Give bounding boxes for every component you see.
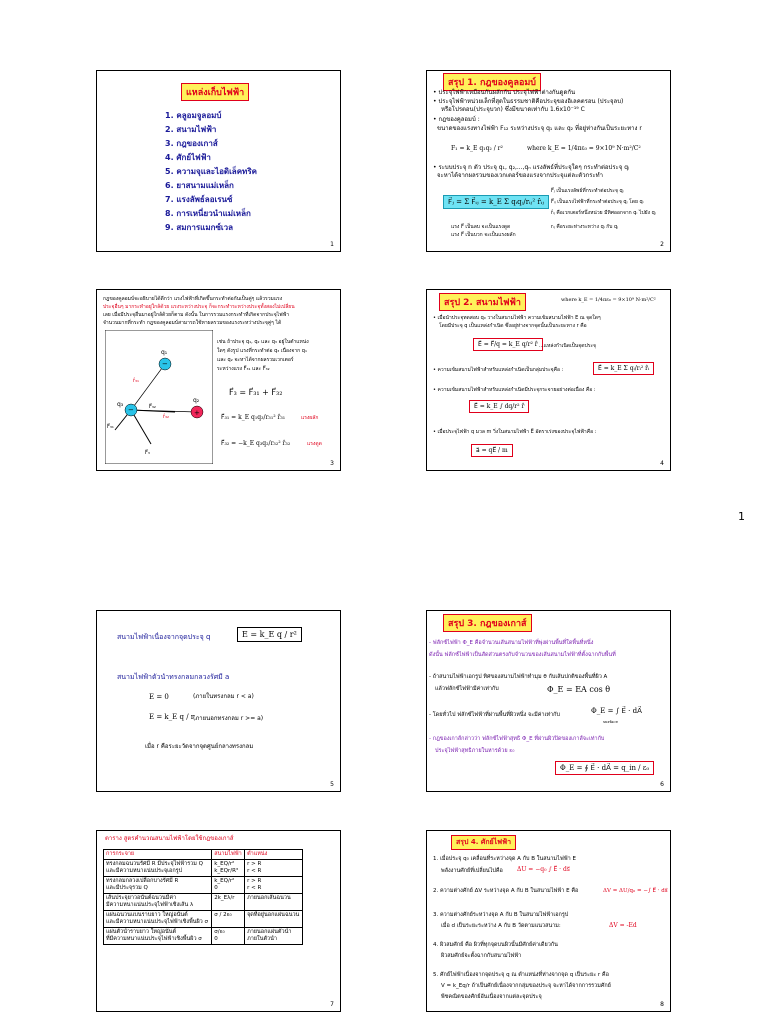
item: 4. ผิวสมศักย์ คือ ผิวที่ทุกจุดบนผิวนั้นมีศักย์ค่าเดียวกัน: [433, 942, 558, 948]
label-q2: q₂: [193, 397, 200, 404]
equation-box: E = k_E q / r²: [237, 627, 302, 642]
cell-line: แผ่นฉนวนแบนราบยาว ใหญ่อนันต์: [106, 912, 188, 918]
description: ใดๆ ดังรูป แรงที่กระทำต่อ q₃ เนื่องจาก q₁: [217, 348, 307, 354]
equation-box: E⃗ = F⃗/q = k_E q/r² r̂: [473, 338, 543, 351]
toc-item: 7. แรงลัพธ์ลอเรนซ์: [165, 195, 233, 204]
heading-line: สนามไฟฟ้าเนื่องจากจุดประจุ q: [117, 633, 211, 641]
table-cell: [212, 877, 245, 894]
slide-number: 7: [330, 1001, 334, 1008]
svg-text:+: +: [194, 409, 200, 417]
slide-number: 3: [330, 460, 334, 467]
table-row: [104, 928, 303, 945]
slide-number: 8: [660, 1001, 664, 1008]
label-r31: r̂₃₁: [133, 378, 140, 384]
bullet: • เมื่อนำประจุทดสอบ q₀ วางในสนามไฟฟ้า ความเข้มสนามไฟฟ้า E ณ จุดใดๆ: [433, 315, 601, 321]
item: 5. ศักย์ไฟฟ้าเนื่องจากจุดประจุ q ณ ตำแหน่งที่ห่างจากจุด q เป็นระยะ r คือ: [433, 972, 609, 978]
slide-6-title: สรุป 3. กฎของเกาส์: [443, 614, 532, 632]
table-cell: [245, 860, 303, 877]
bullet: - กฎของเกาส์กล่าวว่า ฟลักซ์ไฟฟ้าสุทธิ Φ_E ที่ผ่านผิวปิดของเกาส์จะเท่ากับ: [429, 736, 605, 742]
bullet: • ประจุไฟฟ้าเหมือนกันผลักกัน ประจุไฟฟ้าต่างกันดูดกัน: [433, 89, 576, 96]
item-cont: พีชคณิตของศักย์อันเนื่องจากแต่ละจุดประจุ: [441, 994, 542, 1000]
slide-3-superposition: [96, 289, 341, 471]
equation: ΔV = -Ed: [609, 922, 637, 929]
equation: where k_E = 1/4πε₀ = 9×10⁹ N·m²/C²: [527, 145, 641, 152]
equation: E = k_E q / r: [149, 713, 195, 721]
table-title: ตาราง สูตรคำนวณสนามไฟฟ้าโดยใช้กฎของเกาส์: [105, 835, 234, 842]
description: และ q₂ จะหาได้จากผลรวมเวกเตอร์: [217, 357, 294, 363]
toc-list: [165, 109, 257, 235]
r31-line: [131, 364, 165, 410]
equation-box: E⃗ = k_E ∫ dq/r² r̂: [469, 400, 529, 413]
cell-line: 0: [214, 936, 218, 942]
label-r32: r̂₃₂: [163, 414, 170, 420]
equation-box: a⃗ = qE⃗ / m: [471, 444, 513, 457]
bullet: • ความเข้มสนามไฟฟ้าสำหรับแหล่งกำเนิดเป็นกลุ่มประจุคือ :: [433, 367, 564, 373]
equation: F⃗₃₂ = −k_E q₃q₂/r₃₂² r̂₃₂: [221, 440, 291, 447]
cell-line: ทรงกลมกลวงเปลือกบางรัศมี R: [106, 878, 179, 884]
cell-line: r > R: [247, 861, 262, 867]
charge-diagram: [105, 330, 213, 464]
toc-item: 1. คลูอมจูลอมบ์: [165, 111, 222, 120]
bullet-cont: หรือโปรตอน(ประจุบวก) ซึ่งมีขนาดเท่ากับ 1.6x10⁻¹⁹ C: [441, 106, 585, 113]
bullet: • ประจุไฟฟ้าหน่วยเล็กที่สุดในธรรมชาติคือประจุของอิเลคตรอน (ประจุลบ): [433, 98, 624, 105]
cell-line: ภายในตัวนำ: [247, 936, 277, 942]
cell-line: ภายนอกเส้นฉนวน: [247, 895, 291, 901]
footnote: เมื่อ r คือระยะวัดจากจุดศูนย์กลางทรงกลม: [145, 743, 254, 750]
equation-note: (ภายนอกทรงกลม r >= a): [193, 715, 264, 722]
bullet: • ระบบประจุ n ตัว ประจุ q₁, q₂,...,qₙ แรงลัพธ์ที่ประจุใดๆ กระทำต่อประจุ qⱼ: [433, 164, 630, 171]
cell-line: จุดที่อยู่นอกแผ่นฉนวน: [247, 912, 300, 918]
toc-item: 9. สมการแมกซ์เวล: [165, 223, 234, 232]
equation: F⃗₃₁ = k_E q₁q₃/r₃₁² r̂₃₁: [221, 414, 286, 421]
bullet-cont: ประจุไฟฟ้าสุทธิภายในหารด้วย ε₀: [435, 748, 515, 754]
table-header: ตำแหน่ง: [245, 850, 303, 860]
toc-item: 4. ศักย์ไฟฟ้า: [165, 153, 211, 162]
table-cell: [245, 911, 303, 928]
label-F32: F⃗₃₂: [149, 404, 156, 410]
toc-item: 8. การเหนี่ยวนำแม่เหล็ก: [165, 209, 251, 218]
slide-2-title: สรุป 1. กฎของคูลอมบ์: [443, 73, 541, 91]
paragraph-line: ประจุอื่นๆ มากระทำอยู่ใกล้ด้วย แรงระหว่างประจุ ก็จะกระทำระหว่างประจุทั้งสองไม่เปลี่ยน: [103, 304, 295, 310]
bullet-cont: ขนาดของแรงทางไฟฟ้า F₁₂ ระหว่างประจุ q₁ และ q₂ ที่อยู่ห่างกันเป็นระยะทาง r: [437, 125, 642, 132]
cell-line: σ/ε₀: [214, 929, 225, 935]
cell-line: k_EQr/R³: [214, 868, 239, 874]
cell-line: r < R: [247, 885, 262, 891]
cell-line: k_EQ/r²: [214, 861, 235, 867]
equation: Φ_E = EA cos θ: [547, 685, 611, 694]
legend: rᵢⱼ คือระยะห่างระหว่าง qᵢ กับ qⱼ: [551, 224, 619, 230]
equation-box: E⃗ = k_E Σ qᵢ/rᵢ² r̂ᵢ: [593, 362, 654, 375]
table-row: [104, 877, 303, 894]
equation-box: F⃗ⱼ = Σ F⃗ᵢⱼ = k_E Σ qᵢqⱼ/rᵢⱼ² r̂ᵢⱼ: [443, 195, 549, 209]
equation: ΔV = ΔU/q₀ = −∫ E⃗ · ds⃗: [603, 888, 668, 894]
toc-item: 6. ยาสนามแม่เหล็ก: [165, 181, 234, 190]
table-row: [104, 894, 303, 911]
equation-note: ...แหล่งกำเนิดเป็นจุดประจุ: [539, 343, 596, 349]
label-q3: q₃: [117, 401, 124, 408]
formula-table: [103, 849, 303, 945]
bullet-cont: แล้วฟลักซ์ไฟฟ้ามีค่าเท่ากับ: [435, 686, 499, 692]
label-F31: F⃗₃₁: [107, 424, 114, 430]
label-F3: F⃗₃: [145, 450, 150, 456]
item: 3. ความต่างศักย์ระหว่างจุด A กับ B ในสนามไฟฟ้าเอกรูป: [433, 912, 569, 918]
cell-line: r > R: [247, 878, 262, 884]
bullet: • ความเข้มสนามไฟฟ้าสำหรับแหล่งกำเนิดมีประจุกระจายอย่างต่อเนื่อง คือ :: [433, 387, 596, 393]
bullet: • กฎของคูลอมบ์ :: [433, 116, 480, 123]
cell-line: มีความหนาแน่นประจุไฟฟ้าเชิงเส้น λ: [106, 902, 194, 908]
bullet: - ฟลักซ์ไฟฟ้า Φ_E คือจำนวนเส้นสนามไฟฟ้าที่พุ่งผ่านพื้นที่ใดพื้นที่หนึ่ง: [429, 640, 594, 646]
bullet: - ถ้าสนามไฟฟ้าเอกรูป ทิศของสนามไฟฟ้าทำมุม θ กับเส้นปกติของพื้นที่ผิว A: [429, 674, 608, 680]
cell-line: ที่มีความหนาแน่นประจุไฟฟ้าเชิงพื้นผิว σ: [106, 936, 202, 942]
cell-line: และมีความหนาแน่นประจุไฟฟ้าเชิงพื้นผิว σ: [106, 919, 209, 925]
legend: F⃗ᵢⱼ เป็นแรงไฟฟ้าที่กระทำต่อประจุ qⱼ โดย qᵢ: [551, 199, 644, 205]
paragraph-line: จำนวนมากที่กระทำ กฎของคูลอมบ์สามารถใช้หาผลรวมของแรงระหว่างประจุคู่ๆ ได้: [103, 320, 282, 326]
cell-line: ภายนอกแผ่นตัวนำ: [247, 929, 292, 935]
equation-note: (ภายในทรงกลม r < a): [193, 693, 254, 700]
equation: E = 0: [149, 693, 169, 701]
force-tag: แรงดูด: [307, 441, 322, 447]
equation: F₁ = k_E q₁q₂ / r²: [451, 145, 503, 152]
force-tag: แรงผลัก: [301, 415, 319, 421]
constant: where k_E = 1/4πε₀ = 9×10⁹ N·m²/C²: [561, 297, 656, 303]
slide-4-electric-field: [426, 289, 671, 471]
slide-2-coulomb: [426, 70, 671, 252]
item-cont: V = k_Eq/r ถ้าเป็นศักย์เนื่องจากกลุ่มของประจุ จะหาได้จากการรวมศักย์: [441, 983, 611, 989]
cell-line: และมีประจุรวม Q: [106, 885, 148, 891]
paragraph-line: กฎของคูลอมบ์จะอธิบายได้ดีกว่า แรงไฟฟ้าที่เกิดขึ้นกระทำต่อกันเป็นคู่ๆ แล้วรวมแรง: [103, 296, 283, 302]
equation: ΔU = −q₀ ∫ E⃗ · ds⃗: [517, 866, 570, 873]
table-cell: [104, 911, 212, 928]
table-row: [104, 911, 303, 928]
legend: F⃗ⱼ เป็นแรงลัพธ์ที่กระทำต่อประจุ qⱼ: [551, 188, 624, 194]
label-q1: q₁: [161, 349, 168, 356]
cell-line: r < R: [247, 868, 262, 874]
toc-item: 5. ความจุและไอดิเล็คทริค: [165, 167, 257, 176]
cell-line: 2k_Eλ/r: [214, 895, 235, 901]
cell-line: และมีความหนาแน่นประจุเอกรูป: [106, 868, 183, 874]
slide-4-title: สรุป 2. สนามไฟฟ้า: [439, 293, 526, 311]
legend: r̂ᵢⱼ คือเวกเตอร์หนึ่งหน่วย มีทิศออกจาก qᵢ ไปยัง qⱼ: [551, 210, 656, 216]
table-header: การกระจาย: [104, 850, 212, 860]
note: แรง F⃗ เป็นลบ จะเป็นแรงดูด: [451, 224, 511, 230]
slide-1-toc: [96, 70, 341, 252]
description: เช่น ถ้าประจุ q₁, q₂ และ q₃ อยู่ในตำแหน่ง: [217, 339, 309, 345]
cell-line: เส้นประจุยาวอนันต์ฉนวนมีค่า: [106, 895, 177, 901]
cell-line: 0: [214, 885, 218, 891]
slide-number: 5: [330, 781, 334, 788]
bullet-cont: จะหาได้จากผลรวมของเวกเตอร์ของแรงจากประจุแต่ละตัวกระทำ: [437, 172, 603, 179]
slide-8-potential: [426, 830, 671, 1012]
toc-item: 3. กฎของเกาส์: [165, 139, 218, 148]
equation: F⃗₃ = F⃗₃₁ + F⃗₃₂: [229, 388, 283, 397]
table-cell: [245, 877, 303, 894]
svg-text:−: −: [128, 406, 134, 414]
table-cell: [104, 928, 212, 945]
slide-8-title: สรุป 4. ศักย์ไฟฟ้า: [451, 835, 516, 850]
table-cell: [104, 894, 212, 911]
slide-number: 4: [660, 460, 664, 467]
note: แรง F⃗ เป็นบวก จะเป็นแรงผลัก: [451, 232, 516, 238]
equation-box: Φ_E = ∮ E⃗ · dA⃗ = q_in / ε₀: [555, 761, 654, 775]
table-header-row: [104, 850, 303, 860]
slide-number: 2: [660, 241, 664, 248]
heading-line: สนามไฟฟ้าตัวนำทรงกลมกลวงรัศมี a: [117, 673, 230, 681]
paragraph-line: เลย เมื่อมีประจุอื่นมาอยู่ใกล้ด้วยก็ตาม ดังนั้น ในการรวมแรงกระทำที่เกิดจากประจุไฟฟ้า: [103, 312, 290, 318]
item-cont: พลังงานศักย์ที่เปลี่ยนไปคือ: [441, 868, 503, 874]
cell-line: k_EQ/r²: [214, 878, 235, 884]
slide-number: 1: [330, 241, 334, 248]
slide-5-field-examples: [96, 610, 341, 792]
item-cont: เมื่อ d เป็นระยะระหว่าง A กับ B วัดตามแนวสนาม:: [441, 923, 561, 929]
table-header: สนามไฟฟ้า: [212, 850, 245, 860]
slide-7-gauss-table: [96, 830, 341, 1012]
table-row: [104, 860, 303, 877]
table-cell: [212, 928, 245, 945]
description: ระหว่างแรง F⃗₃₁ และ F⃗₃₂: [217, 366, 270, 372]
bullet: • เมื่อประจุไฟฟ้า q มวล m วิ่งในสนามไฟฟ้า E⃗ อัตราเร่งของประจุไฟฟ้าคือ :: [433, 429, 597, 435]
table-cell: [212, 894, 245, 911]
slide-number: 6: [660, 781, 664, 788]
svg-text:−: −: [162, 360, 168, 368]
table-cell: [245, 894, 303, 911]
item-cont: ผิวสมศักย์จะตั้งฉากกับสนามไฟฟ้า: [441, 953, 522, 959]
bullet-cont: ดังนั้น ฟลักซ์ไฟฟ้าเป็นสัดส่วนตรงกับจำนวนของเส้นสนามไฟฟ้าที่ตั้งฉากกับพื้นที่: [429, 652, 616, 658]
item: 2. ความต่างศักย์ ΔV ระหว่างจุด A กับ B ในสนามไฟฟ้า E คือ: [433, 888, 579, 894]
toc-item: 2. สนามไฟฟ้า: [165, 125, 217, 134]
bullet-cont: โดยมีประจุ q เป็นแหล่งกำเนิด ซึ่งอยู่ห่างจากจุดนั้นเป็นระยะทาง r คือ: [439, 323, 587, 329]
equation-subscript: surface: [603, 719, 619, 724]
page-number: 1: [738, 510, 745, 523]
cell-line: ทรงกลมฉนวนรัศมี R มีประจุไฟฟ้ารวม Q: [106, 861, 203, 867]
slide-1-title: แหล่งเก็บไฟฟ้า: [181, 83, 249, 101]
cell-line: σ / 2ε₀: [214, 912, 232, 918]
slide-6-gauss: [426, 610, 671, 792]
bullet: - โดยทั่วไป ฟลักซ์ไฟฟ้าที่ผ่านพื้นที่ผิวหนึ่ง จะมีค่าเท่ากับ: [429, 712, 560, 718]
table-cell: [245, 928, 303, 945]
item: 1. เมื่อประจุ q₀ เคลื่อนที่ระหว่างจุด A กับ B ในสนามไฟฟ้า E: [433, 856, 576, 862]
table-cell: [212, 860, 245, 877]
table-cell: [212, 911, 245, 928]
table-cell: [104, 877, 212, 894]
cell-line: แผ่นตัวนำราบยาว ใหญ่อนันต์: [106, 929, 177, 935]
equation: Φ_E = ∫ E⃗ · dA⃗: [591, 707, 642, 715]
table-cell: [104, 860, 212, 877]
